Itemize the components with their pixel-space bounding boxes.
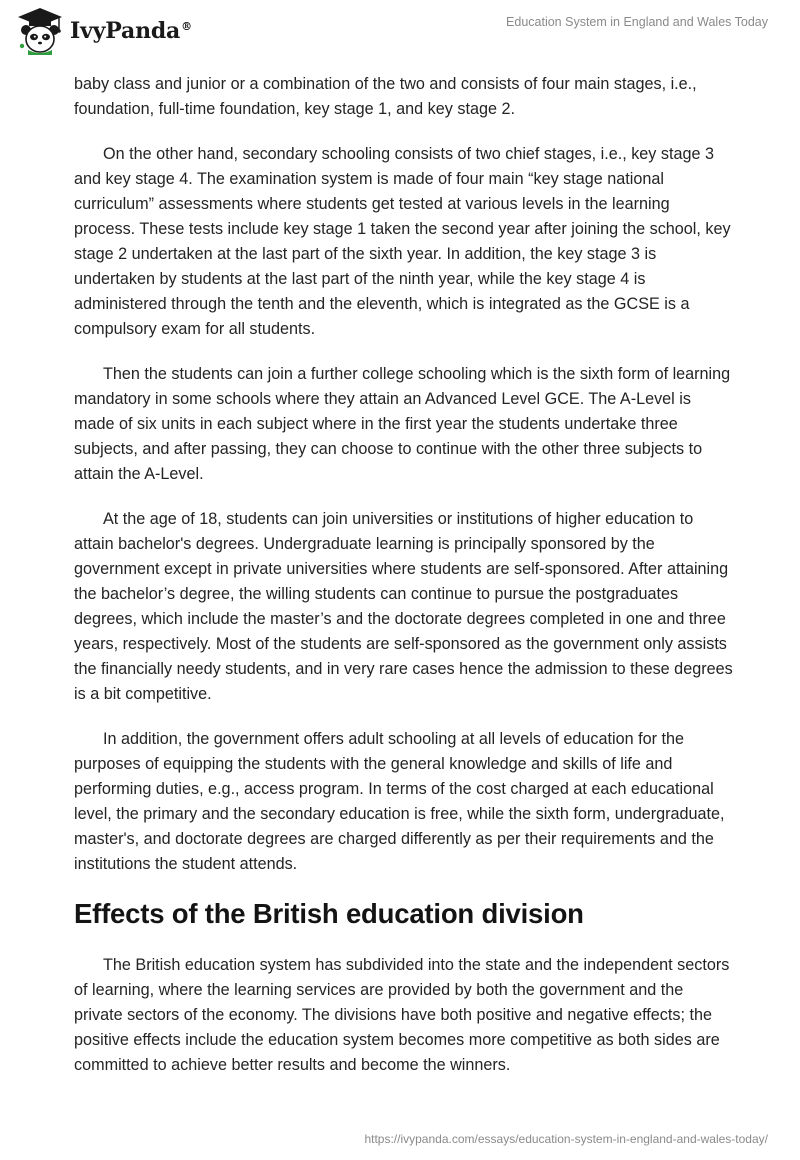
paragraph: In addition, the government offers adult schooling at all levels of education for the purposes of equipping the students with the general knowledge and skills of life and performing duties, e.g., access program. In terms of the cost charged at each educational level, the primary and the secondary education is free, while the sixth form, undergraduate, master's, and doctorate degrees are charged differently as per their requirements and the institutions the student attends. <box>74 730 725 873</box>
registered-mark: ® <box>181 19 192 33</box>
document-title: Education System in England and Wales Today <box>506 15 768 29</box>
source-url[interactable]: https://ivypanda.com/essays/education-system-in-england-and-wales-today/ <box>364 1132 768 1146</box>
brand-name: IvyPanda® <box>70 18 192 44</box>
article-body <box>74 72 734 1098</box>
panda-graduate-icon <box>14 6 66 56</box>
section-heading: Effects of the British education division <box>74 898 584 929</box>
paragraph: At the age of 18, students can join universities or institutions of higher education to attain bachelor's degrees. Undergraduate learning is principally sponsored by the government except in private universities where students are self-sponsored. After attaining the bachelor’s degree, the willing students can continue to pursue the postgraduates degrees, which include the master’s and the doctorate degrees completed in one and three years, respectively. Most of the students are self-sponsored as the government only assists the financially needy students, and in very rare cases hence the admission to these degrees is a bit competitive. <box>74 510 733 703</box>
paragraph: The British education system has subdivided into the state and the independent sectors of learning, where the learning services are provided by both the government and the private sectors of the economy. The divisions have both positive and negative effects; the positive effects include the education system becomes more competitive as both sides are committed to achieve better results and become the winners. <box>74 956 730 1074</box>
paragraph: Then the students can join a further college schooling which is the sixth form of learning mandatory in some schools where they attain an Advanced Level GCE. The A-Level is made of six units in each subject where in the first year the students undertake three subjects, and after passing, they can choose to continue with the other three subjects to attain the A-Level. <box>74 365 731 483</box>
page-header <box>0 0 800 70</box>
paragraph: baby class and junior or a combination of the two and consists of four main stages, i.e., foundation, full-time foundation, key stage 1, and key stage 2. <box>74 75 697 118</box>
brand-logo[interactable] <box>14 6 192 56</box>
paragraph: On the other hand, secondary schooling consists of two chief stages, i.e., key stage 3 and key stage 4. The examination system is made of four main “key stage national curriculum” assessments where students get tested at various levels in the learning process. These tests include key stage 1 taken the second year after joining the school, key stage 2 undertaken at the last part of the sixth year. In addition, the key stage 3 is undertaken by students at the last part of the ninth year, while the key stage 4 is administered through the tenth and the eleventh, which is integrated as the GCSE is a compulsory exam for all students. <box>74 145 731 338</box>
